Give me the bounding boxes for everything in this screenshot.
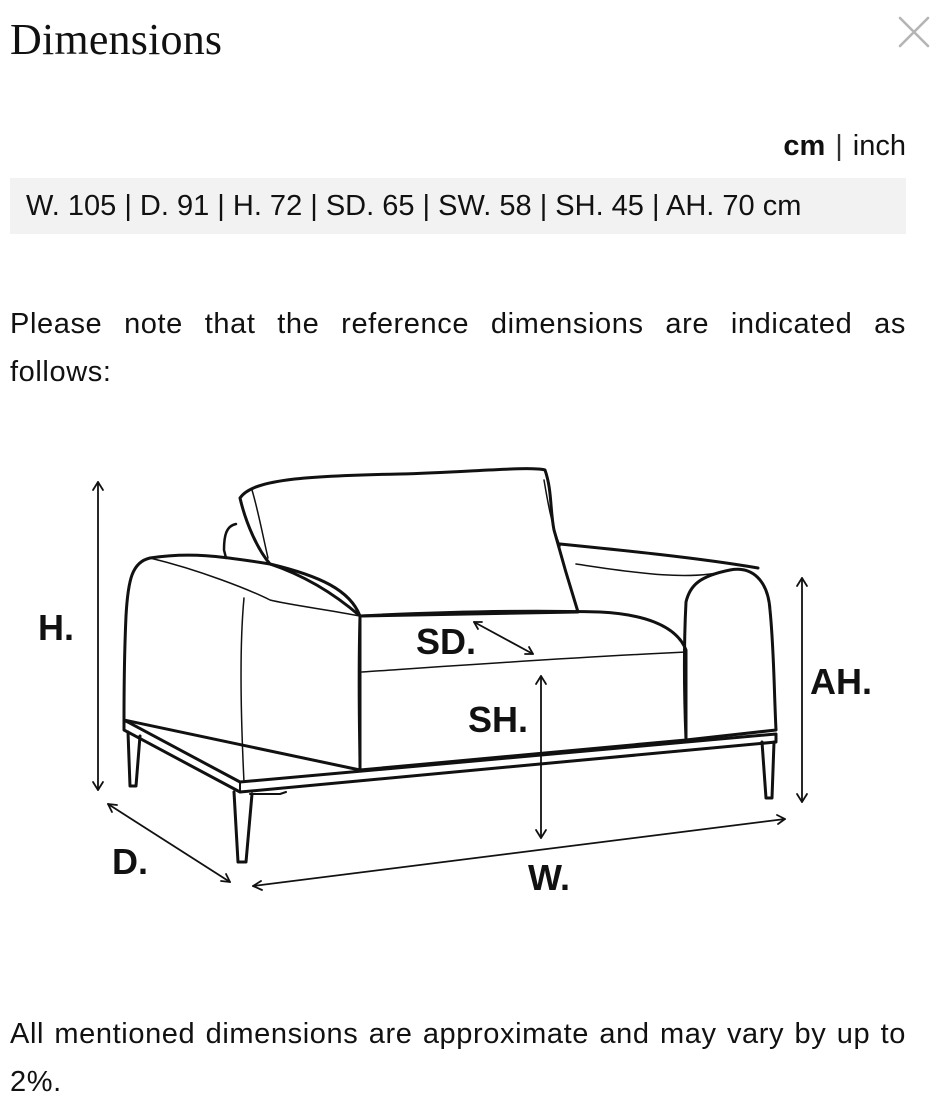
label-ah: AH. [810, 661, 872, 702]
width-arrow [253, 815, 785, 890]
seat-height-arrow [536, 676, 546, 838]
approximation-note: All mentioned dimensions are approximate and may vary by up to 2%. [10, 1018, 906, 1098]
dimensions-summary [10, 178, 906, 234]
sofa-leg [234, 792, 252, 862]
dimensions-text: W. 105 | D. 91 | H. 72 | SD. 65 | SW. 58 | SH. 45 | AH. 70 cm [26, 189, 802, 222]
height-arrow [93, 482, 103, 790]
unit-cm-button[interactable]: cm [783, 130, 826, 162]
close-icon[interactable] [896, 14, 932, 50]
unit-separator: | [835, 130, 843, 162]
sofa-leg [128, 732, 140, 786]
label-sh: SH. [468, 699, 529, 740]
label-h: H. [38, 607, 74, 648]
seat-depth-arrow [474, 622, 533, 654]
back-cushion [240, 469, 578, 616]
sofa-leg [762, 742, 774, 798]
arm-height-arrow [797, 578, 807, 802]
page-title: Dimensions [10, 15, 223, 64]
sofa-dimension-diagram [0, 440, 946, 920]
label-sd: SD. [416, 621, 477, 662]
right-arm [685, 569, 777, 740]
label-d: D. [112, 841, 148, 882]
reference-note: Please note that the reference dimensions are indicated as follows: [10, 308, 906, 388]
sofa-base [124, 720, 776, 792]
label-w: W. [528, 857, 570, 898]
unit-inch-button[interactable]: inch [852, 130, 906, 162]
unit-toggle [783, 130, 906, 163]
